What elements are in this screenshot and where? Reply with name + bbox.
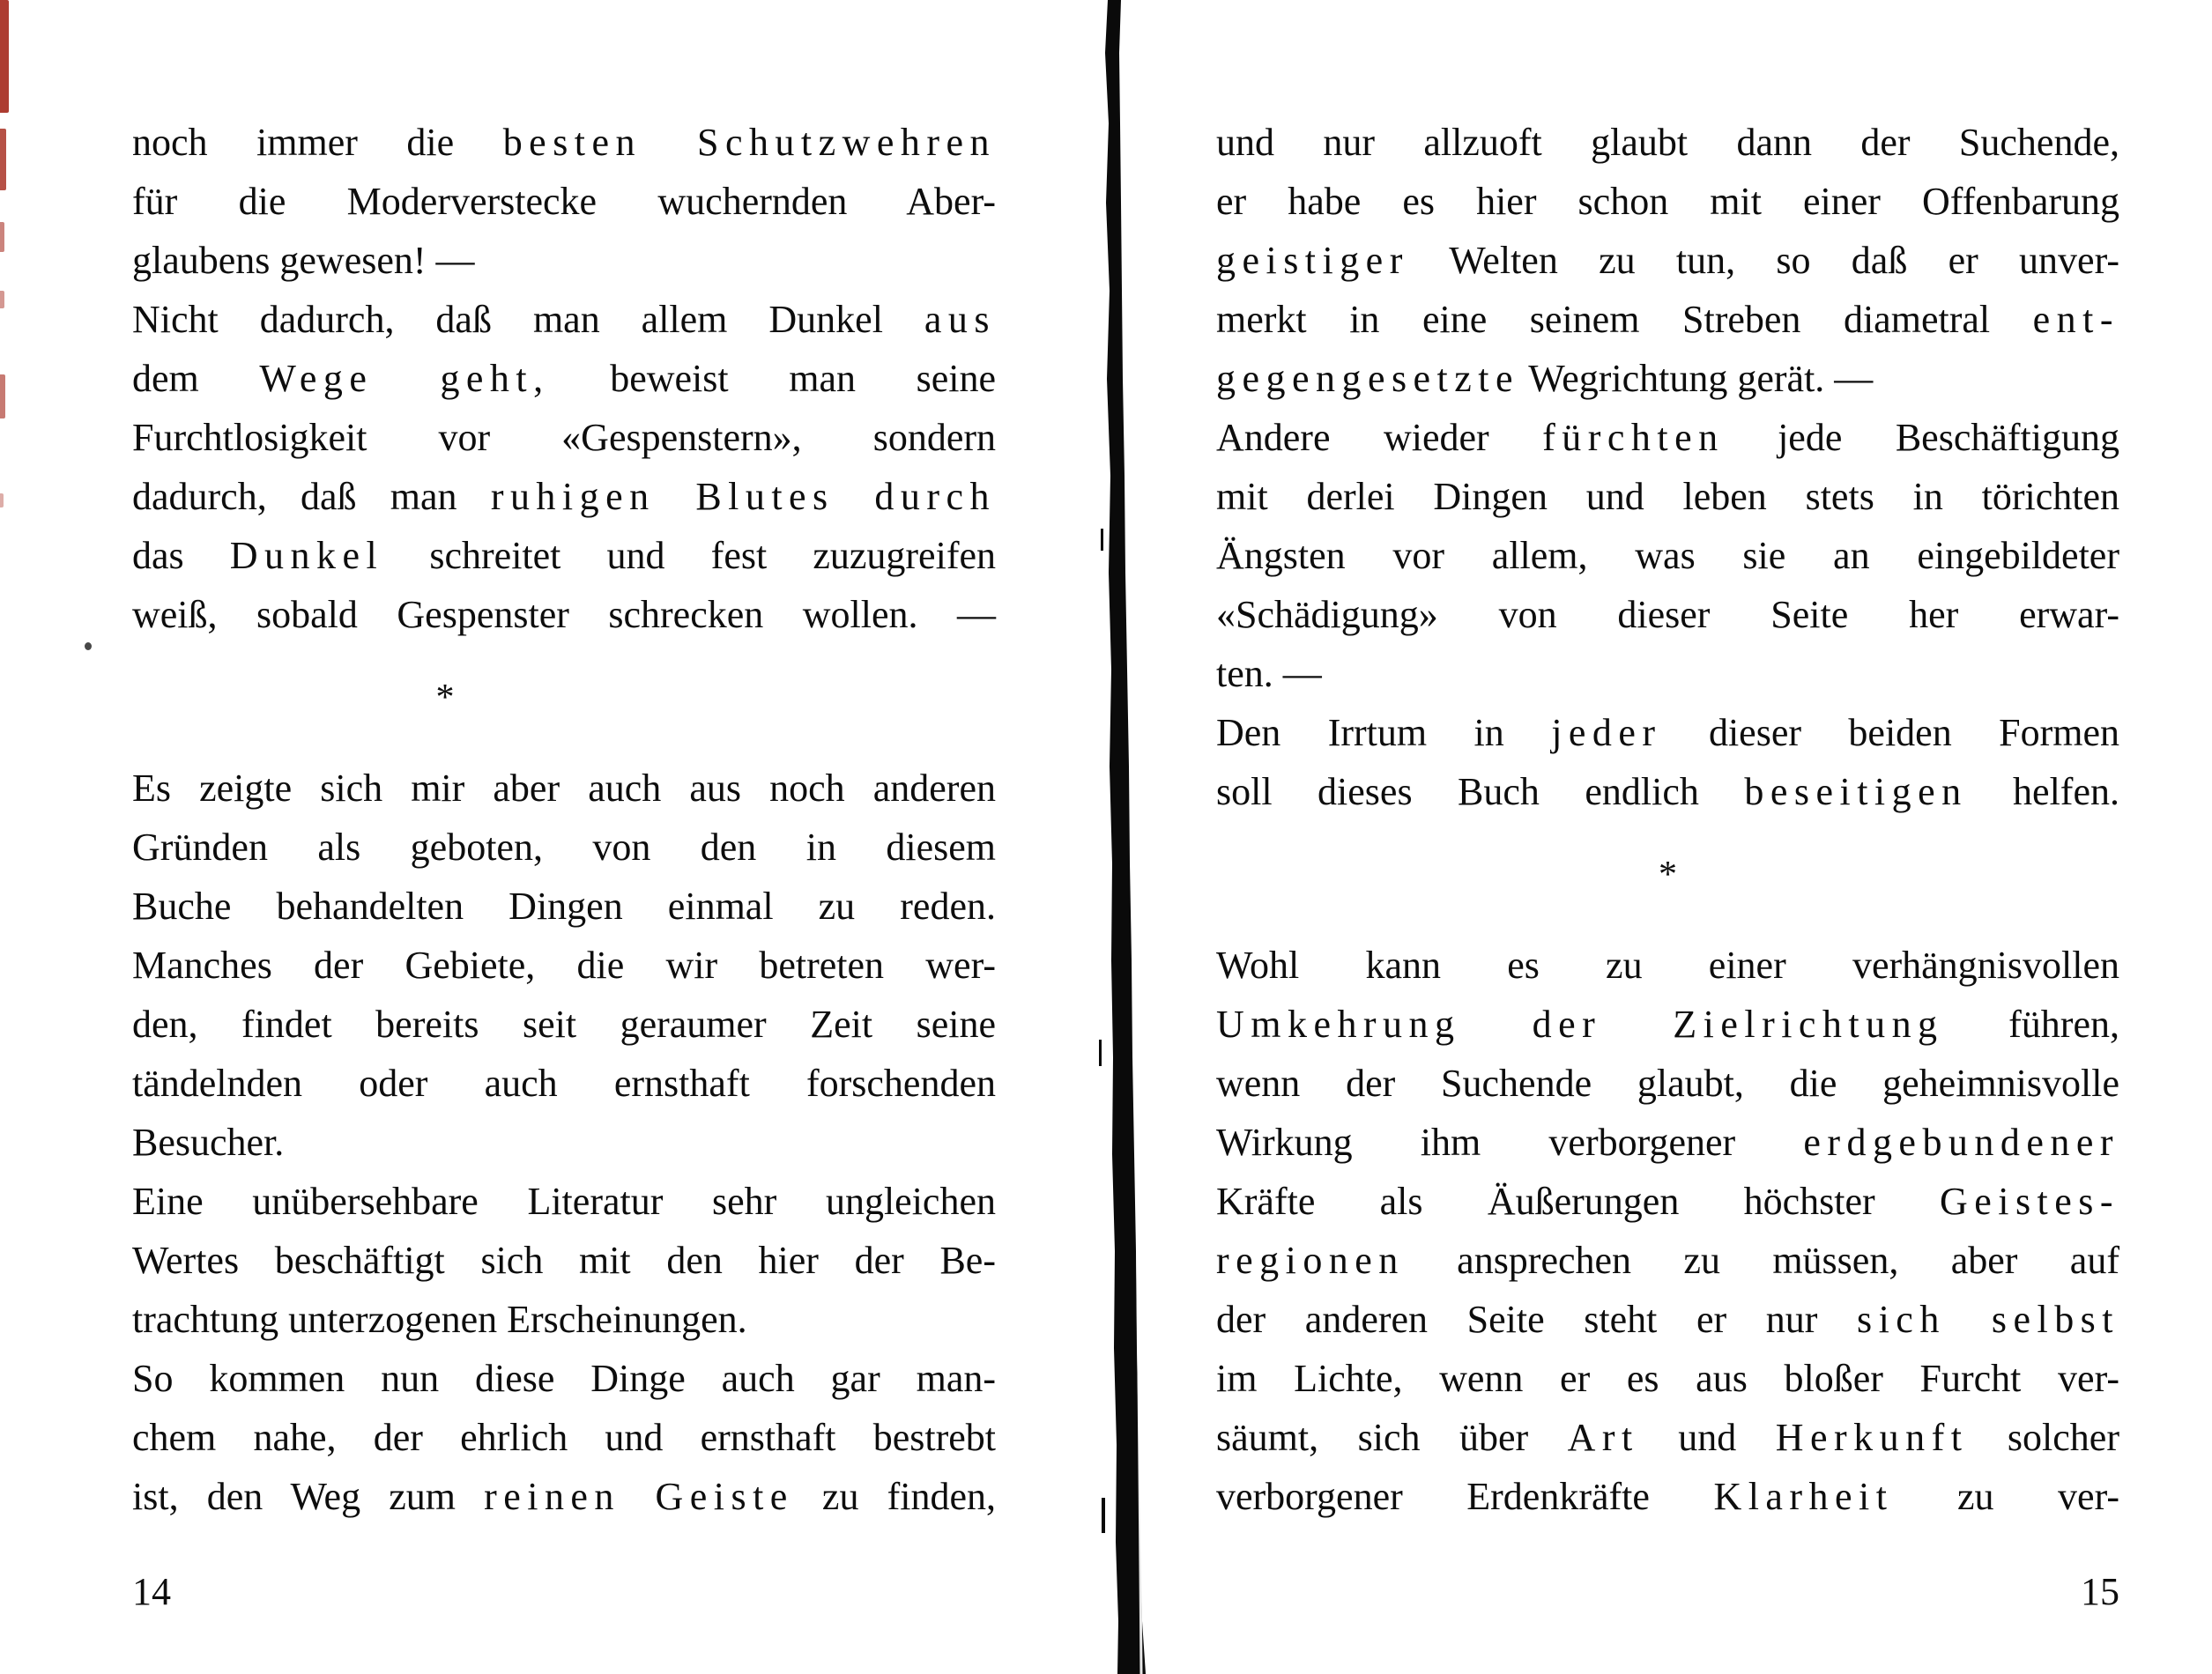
text-segment: So kommen nun diese Dinge auch gar man- (132, 1357, 996, 1400)
letterspaced-text: gegengesetzte (1216, 357, 1519, 400)
text-segment: dieser beiden Formen (1661, 711, 2119, 754)
ink-speck (85, 642, 92, 650)
text-line (1216, 1054, 2119, 1113)
text-segment: Manches der Gebiete, die wir betreten wer- (132, 944, 996, 987)
text-segment: zu ver- (1893, 1475, 2119, 1518)
text-line (132, 585, 996, 644)
text-segment: im Lichte, wenn er es aus bloßer Furcht ver- (1216, 1357, 2119, 1400)
red-edge-mark (0, 0, 9, 113)
text-segment: den, findet bereits seit geraumer Zeit seine (132, 1003, 996, 1046)
text-segment: Es zeigte sich mir aber auch aus noch anderen (132, 767, 996, 810)
text-line (1216, 349, 2119, 408)
text-line (1216, 762, 2119, 821)
text-segment: helfen. (1967, 770, 2119, 813)
text-segment: Wirkung ihm verborgener (1216, 1121, 1804, 1164)
text-segment: verborgener Erdenkräfte (1216, 1475, 1714, 1518)
text-segment: chem nahe, der ehrlich und ernsthaft bestrebt (132, 1416, 996, 1459)
text-segment: «Schädigung» von dieser Seite her erwar- (1216, 593, 2119, 636)
letterspaced-text: Herkunft (1775, 1416, 1969, 1459)
red-edge-mark (0, 291, 4, 308)
letterspaced-text: aus (924, 298, 996, 341)
gutter-speck (1099, 1040, 1102, 1066)
text-line (1216, 585, 2119, 644)
text-line (132, 1054, 996, 1113)
text-segment: Furchtlosigkeit vor «Gespenstern», sondern (132, 416, 996, 459)
text-segment: für die Moderverstecke wuchernden Aber- (132, 180, 996, 223)
text-line (132, 759, 996, 818)
text-segment: Buche behandelten Dingen einmal zu reden. (132, 885, 996, 928)
text-segment: tändelnden oder auch ernsthaft forschenden (132, 1062, 996, 1105)
text-line (1216, 995, 2119, 1054)
text-line (1216, 1349, 2119, 1408)
text-line (132, 818, 996, 877)
text-segment: Kräfte als Äußerungen höchster (1216, 1180, 1940, 1223)
text-segment: wenn der Suchende glaubt, die geheimnisvolle (1216, 1062, 2119, 1105)
letterspaced-text: ent- (2032, 298, 2119, 341)
text-segment: schreitet und fest zuzugreifen (383, 534, 996, 577)
text-segment: soll dieses Buch endlich (1216, 770, 1745, 813)
text-line (1216, 113, 2119, 172)
text-line (132, 1113, 996, 1172)
text-line (1216, 1408, 2119, 1467)
text-segment: Den Irrtum in (1216, 711, 1552, 754)
text-segment: dadurch, daß man (132, 475, 491, 518)
letterspaced-text: Art (1567, 1416, 1639, 1459)
left-page-text-column (132, 113, 996, 1526)
text-line (132, 936, 996, 995)
letterspaced-text: Umkehrung der Zielrichtung (1216, 1003, 1944, 1046)
page-number-left: 14 (132, 1570, 171, 1613)
text-segment: ist, den Weg zum (132, 1475, 485, 1518)
letterspaced-text: sich selbst (1857, 1298, 2119, 1341)
text-segment: mit derlei Dingen und leben stets in törichten (1216, 475, 2119, 518)
text-segment: trachtung unterzogenen Erscheinungen. (132, 1298, 747, 1341)
gutter-ink-band (1105, 0, 1146, 1674)
red-edge-mark (0, 374, 5, 418)
text-segment: glaubens gewesen! — (132, 239, 475, 282)
asterisk-glyph: * (435, 678, 455, 718)
gutter-white-slit (1135, 1022, 1141, 1674)
text-segment: Wertes beschäftigt sich mit den hier der Be- (132, 1239, 996, 1282)
text-line (132, 349, 996, 408)
text-segment: der anderen Seite steht er nur (1216, 1298, 1857, 1341)
text-line (1216, 1172, 2119, 1231)
text-segment: ansprechen zu müssen, aber auf (1404, 1239, 2119, 1282)
text-segment: Eine unübersehbare Literatur sehr ungleichen (132, 1180, 996, 1223)
text-segment: er habe es hier schon mit einer Offenbarung (1216, 180, 2119, 223)
text-line (132, 1467, 996, 1526)
letterspaced-text: regionen (1216, 1239, 1405, 1282)
text-line (132, 526, 996, 585)
text-segment: Welten zu tun, so daß er unver- (1408, 239, 2119, 282)
text-line (132, 113, 996, 172)
red-edge-mark (0, 222, 4, 252)
text-segment: noch immer die (132, 121, 503, 164)
text-line (1216, 467, 2119, 526)
text-segment: dem (132, 357, 260, 400)
text-line (132, 231, 996, 290)
text-line (1216, 1113, 2119, 1172)
letterspaced-text: geistiger (1216, 239, 1409, 282)
text-line (132, 1172, 996, 1231)
text-line (132, 172, 996, 231)
text-segment: beweist man seine (549, 357, 996, 400)
text-line (1216, 644, 2119, 703)
text-segment: Wegrichtung gerät. — (1519, 357, 1874, 400)
text-segment: Besucher. (132, 1121, 285, 1164)
letterspaced-text: erdgebundener (1803, 1121, 2119, 1164)
text-segment: Wohl kann es zu einer verhängnisvollen (1216, 944, 2119, 987)
text-line (132, 467, 996, 526)
text-segment: und (1638, 1416, 1776, 1459)
letterspaced-text: Geistes- (1939, 1180, 2119, 1223)
letterspaced-text: besten Schutzwehren (502, 121, 996, 164)
letterspaced-text: Dunkel (229, 534, 384, 577)
text-segment: weiß, sobald Gespenster schrecken wollen. — (132, 593, 996, 636)
text-segment: führen, (1943, 1003, 2119, 1046)
gutter-speck (1101, 529, 1103, 551)
text-segment: Ängsten vor allem, was sie an eingebildeter (1216, 534, 2119, 577)
page-number-right: 15 (2081, 1570, 2119, 1613)
section-separator (1216, 821, 2119, 936)
text-line (1216, 1290, 2119, 1349)
letterspaced-text: beseitigen (1744, 770, 1968, 813)
letterspaced-text: reinen Geiste (484, 1475, 794, 1518)
letterspaced-text: ruhigen Blutes durch (490, 475, 996, 518)
text-segment: merkt in eine seinem Streben diametral (1216, 298, 2033, 341)
text-line (1216, 526, 2119, 585)
letterspaced-text: Klarheit (1713, 1475, 1894, 1518)
text-segment: ten. — (1216, 652, 1322, 695)
text-line (1216, 231, 2119, 290)
text-line (1216, 1231, 2119, 1290)
text-line (132, 408, 996, 467)
text-segment: und nur allzuoft glaubt dann der Suchende, (1216, 121, 2119, 164)
asterisk-glyph: * (1659, 855, 1677, 895)
text-line (132, 877, 996, 936)
text-line (1216, 936, 2119, 995)
text-line (132, 1290, 996, 1349)
text-segment: solcher (1968, 1416, 2119, 1459)
gutter-speck (1102, 1498, 1105, 1533)
text-line (1216, 290, 2119, 349)
text-line (132, 995, 996, 1054)
text-segment: das (132, 534, 230, 577)
red-edge-mark (0, 493, 4, 507)
text-segment: Gründen als geboten, von den in diesem (132, 826, 996, 869)
text-segment: Andere wieder (1216, 416, 1543, 459)
section-separator (132, 644, 996, 759)
text-line (132, 1408, 996, 1467)
red-edge-mark (0, 129, 6, 190)
text-line (132, 1349, 996, 1408)
letterspaced-text: jeder (1551, 711, 1662, 754)
text-segment: säumt, sich über (1216, 1416, 1568, 1459)
text-line (132, 1231, 996, 1290)
text-line (132, 290, 996, 349)
text-line (1216, 408, 2119, 467)
text-segment: jede Beschäftigung (1724, 416, 2119, 459)
right-page-text-column (1216, 113, 2119, 1526)
letterspaced-text: fürchten (1542, 416, 1725, 459)
text-line (1216, 1467, 2119, 1526)
text-segment: Nicht dadurch, daß man allem Dunkel (132, 298, 924, 341)
text-line (1216, 703, 2119, 762)
letterspaced-text: Wege geht, (259, 357, 550, 400)
text-segment: zu finden, (793, 1475, 996, 1518)
text-line (1216, 172, 2119, 231)
